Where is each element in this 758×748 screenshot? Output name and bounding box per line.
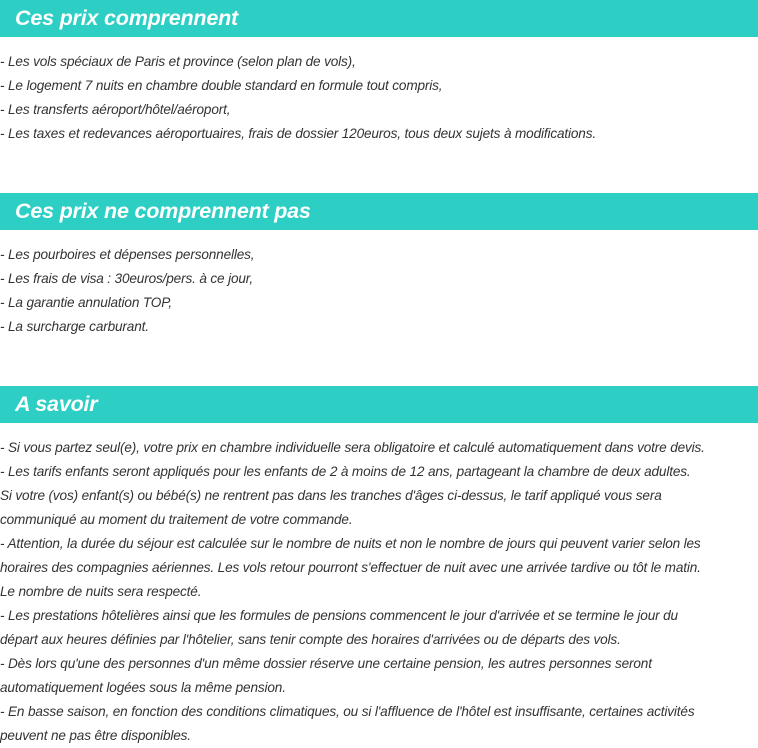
section-good-to-know <box>0 386 758 748</box>
list-item: - En basse saison, en fonction des conditions climatiques, ou si l'affluence de l'hôtel est insuffisante, certaines activités <box>0 704 695 719</box>
list-item: Si votre (vos) enfant(s) ou bébé(s) ne rentrent pas dans les tranches d'âges ci-dessus, le tarif appliqué vous sera <box>0 488 662 503</box>
list-item: - Les frais de visa : 30euros/pers. à ce jour, <box>0 271 254 286</box>
section-title: A savoir <box>15 392 98 416</box>
list-item: horaires des compagnies aériennes. Les vols retour pourront s'effectuer de nuit avec une arrivée tardive ou tôt le matin. <box>0 560 701 575</box>
list-item: - Les pourboires et dépenses personnelles, <box>0 247 255 262</box>
list-item: communiqué au moment du traitement de votre commande. <box>0 512 353 527</box>
list-item: Le nombre de nuits sera respecté. <box>0 584 202 599</box>
list-item: automatiquement logées sous la même pension. <box>0 680 286 695</box>
section-header <box>0 386 758 423</box>
list-item: - La garantie annulation TOP, <box>0 295 172 310</box>
section-title: Ces prix comprennent <box>15 6 238 30</box>
section-body <box>0 50 758 146</box>
section-body <box>0 436 758 748</box>
list-item: - Les taxes et redevances aéroportuaires, frais de dossier 120euros, tous deux sujets à modifications. <box>0 126 596 141</box>
list-item: - Le logement 7 nuits en chambre double standard en formule tout compris, <box>0 78 443 93</box>
list-item: - Les prestations hôtelières ainsi que les formules de pensions commencent le jour d'arrivée et se termine le jour du <box>0 608 678 623</box>
list-item: - Attention, la durée du séjour est calculée sur le nombre de nuits et non le nombre de jours qui peuvent varier selon les <box>0 536 701 551</box>
list-item: peuvent ne pas être disponibles. <box>0 728 191 743</box>
section-included <box>0 0 758 146</box>
list-item: départ aux heures définies par l'hôtelier, sans tenir compte des horaires d'arrivées ou de départs des vols. <box>0 632 621 647</box>
list-item: - La surcharge carburant. <box>0 319 149 334</box>
list-item: - Si vous partez seul(e), votre prix en chambre individuelle sera obligatoire et calculé automatiquement dans votre devis. <box>0 440 705 455</box>
list-item: - Les tarifs enfants seront appliqués pour les enfants de 2 à moins de 12 ans, partageant la chambre de deux adultes. <box>0 464 691 479</box>
list-item: - Dès lors qu'une des personnes d'un même dossier réserve une certaine pension, les autres personnes seront <box>0 656 652 671</box>
section-header <box>0 0 758 37</box>
list-item: - Les transferts aéroport/hôtel/aéroport, <box>0 102 231 117</box>
list-item: - Les vols spéciaux de Paris et province (selon plan de vols), <box>0 54 356 69</box>
section-header <box>0 193 758 230</box>
section-not-included <box>0 193 758 339</box>
section-body <box>0 243 758 339</box>
section-title: Ces prix ne comprennent pas <box>15 199 311 223</box>
